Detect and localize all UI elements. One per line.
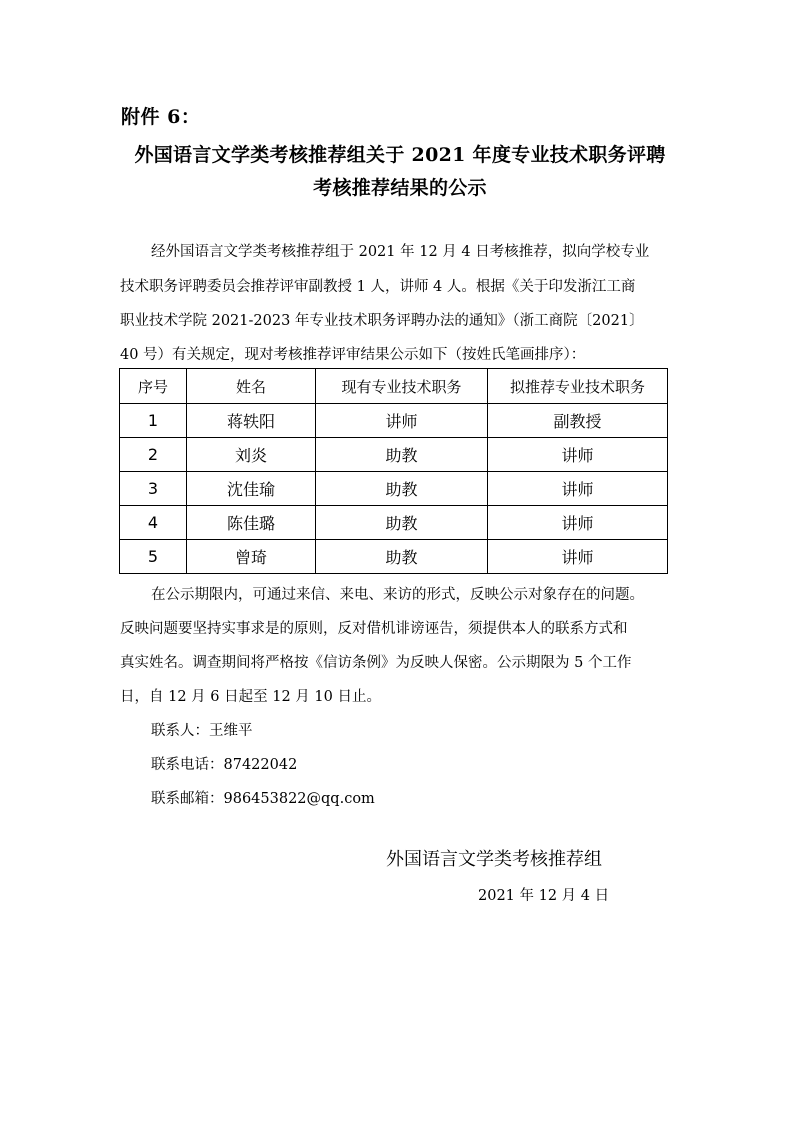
- cell-name: 曾琦: [187, 540, 316, 574]
- notice-line-2: 反映问题要坚持实事求是的原则，反对借机诽谤诬告，须提供本人的联系方式和: [120, 621, 628, 637]
- intro-line-2: 技术职务评聘委员会推荐评审副教授 1 人，讲师 4 人。根据《关于印发浙江工商: [120, 279, 636, 295]
- header-serial: 序号: [120, 369, 187, 404]
- intro-line-1: 经外国语言文学类考核推荐组于 2021 年 12 月 4 日考核推荐，拟向学校专业: [151, 244, 650, 260]
- cell-current-title: 助教: [316, 540, 488, 574]
- table-row: [120, 438, 668, 472]
- cell-proposed-title: 讲师: [488, 438, 668, 472]
- document-title-line-1: 外国语言文学类考核推荐组关于 2021 年度专业技术职务评聘: [134, 144, 666, 166]
- intro-line-3: 职业技术学院 2021-2023 年专业技术职务评聘办法的通知》（浙工商院〔2021〕: [120, 313, 644, 329]
- cell-proposed-title: 讲师: [488, 472, 668, 506]
- attachment-label: 附件 6：: [121, 106, 201, 128]
- contact-phone: 联系电话：87422042: [151, 757, 298, 773]
- cell-proposed-title: 副教授: [488, 404, 668, 438]
- cell-name: 沈佳瑜: [187, 472, 316, 506]
- header-current-title: 现有专业技术职务: [316, 369, 488, 404]
- cell-current-title: 讲师: [316, 404, 488, 438]
- header-proposed-title: 拟推荐专业技术职务: [488, 369, 668, 404]
- signature-organization: 外国语言文学类考核推荐组: [386, 849, 602, 870]
- table-row: [120, 506, 668, 540]
- table-header-row: [120, 369, 668, 404]
- cell-current-title: 助教: [316, 472, 488, 506]
- contact-email: 联系邮箱：986453822@qq.com: [151, 791, 375, 807]
- intro-line-4: 40 号）有关规定，现对考核推荐评审结果公示如下（按姓氏笔画排序）：: [120, 347, 586, 363]
- cell-name: 陈佳璐: [187, 506, 316, 540]
- cell-serial: 1: [120, 404, 187, 438]
- cell-proposed-title: 讲师: [488, 540, 668, 574]
- cell-name: 蒋轶阳: [187, 404, 316, 438]
- table-row: [120, 472, 668, 506]
- table-row: [120, 404, 668, 438]
- cell-serial: 3: [120, 472, 187, 506]
- cell-name: 刘炎: [187, 438, 316, 472]
- cell-proposed-title: 讲师: [488, 506, 668, 540]
- signature-date: 2021 年 12 月 4 日: [478, 888, 610, 904]
- cell-current-title: 助教: [316, 438, 488, 472]
- contact-person: 联系人：王维平: [151, 723, 253, 739]
- header-name: 姓名: [187, 369, 316, 404]
- recommendation-table: [119, 368, 668, 574]
- document-title-line-2: 考核推荐结果的公示: [313, 177, 487, 199]
- notice-line-4: 日，自 12 月 6 日起至 12 月 10 日止。: [120, 689, 381, 705]
- notice-line-3: 真实姓名。调查期间将严格按《信访条例》为反映人保密。公示期限为 5 个工作: [120, 655, 632, 671]
- cell-current-title: 助教: [316, 506, 488, 540]
- cell-serial: 5: [120, 540, 187, 574]
- cell-serial: 4: [120, 506, 187, 540]
- table-row: [120, 540, 668, 574]
- cell-serial: 2: [120, 438, 187, 472]
- notice-line-1: 在公示期限内，可通过来信、来电、来访的形式，反映公示对象存在的问题。: [151, 587, 644, 603]
